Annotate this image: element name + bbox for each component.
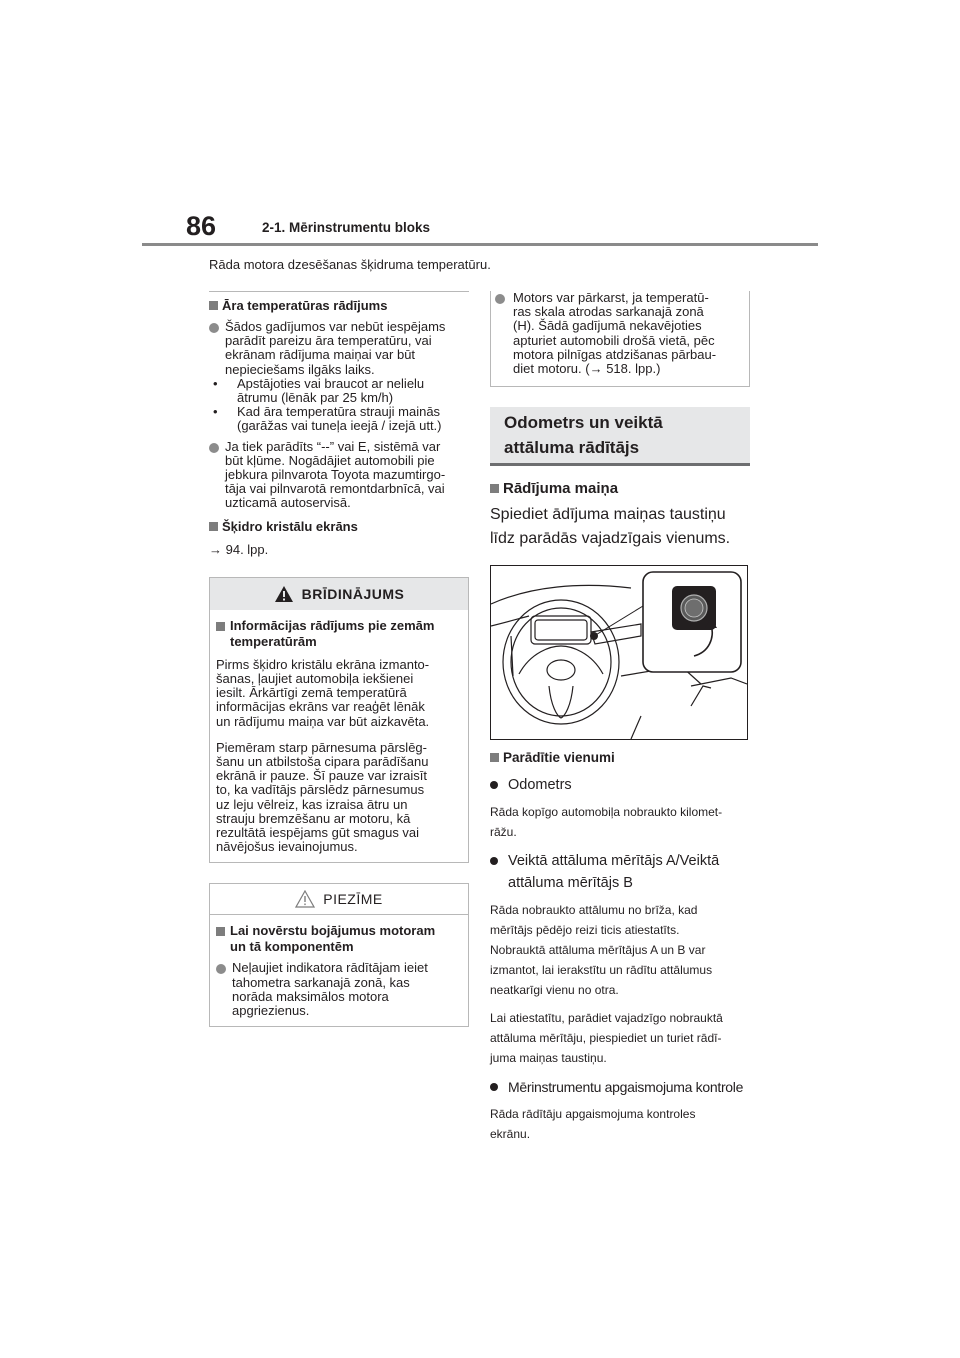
note-box — [209, 883, 469, 1027]
outside-temp-heading: Āra temperatūras rādījums — [209, 298, 469, 314]
warning-subtitle: Informācijas rādījums pie zemām temperatūrām — [216, 618, 462, 650]
note-continued-box — [490, 291, 750, 387]
warning-box — [209, 577, 469, 864]
outside-temp-sub-1: • Apstājoties vai braucot ar nelielu ātrumu (lēnāk par 25 km/h) — [213, 375, 425, 406]
page-number: 86 — [186, 211, 217, 241]
odometer-item: Odometrs — [490, 774, 752, 796]
warning-paragraph-1: Pirms šķidro kristālu ekrāna izmanto- šanas, ļaujiet automobiļa iekšienei iesilt. Ārkārtīgi zemā temperatūrā informācijas ekrāns var reaģēt lēnāk un rādījumu maiņa var būt aizkavēta. — [216, 656, 430, 729]
lcd-page-ref: → 94. lpp. — [209, 541, 269, 557]
circle-bullet-icon — [209, 443, 219, 453]
black-bullet-icon — [490, 1083, 498, 1091]
brightness-item: Mērinstrumentu apgaismojuma kontrole — [490, 1076, 752, 1098]
trip-meter-description-2: Lai atiestatītu, parādiet vajadzīgo nobrauktā attāluma mērītāju, piespiediet un turiet rādī- juma maiņas taustiņu. — [490, 1011, 723, 1066]
warning-paragraph-2: Piemēram starp pārnesuma pārslēg- šanu un atbilstoša cipara parādīšanu ekrānā ir pauze. Šī pauze var izraisīt to, ka vadītājs pārslēdz pārnesumus uz leju vēlreiz, kas izraisa ātru un strauju bremzēšanu ar motoru, kā rezultātā iespējams gūt smagus vai nāvējošus ievainojumus. — [216, 739, 429, 855]
note-bullet: Neļaujiet indikatora rādītājam ieiet tahometra sarkanajā zonā, kas norāda maksimālos motora apgriezienus. — [216, 961, 462, 1018]
bullet-icon: • — [213, 404, 218, 420]
warning-header: BRĪDINĀJUMS — [210, 578, 468, 610]
note-body — [210, 915, 468, 1026]
odometer-section-heading: Odometrs un veiktā attāluma rādītājs — [490, 407, 750, 466]
display-change-heading: Rādījuma maiņa — [490, 480, 752, 497]
steering-wheel-drawing — [491, 566, 747, 739]
warning-triangle-icon — [274, 585, 294, 603]
square-bullet-icon — [216, 927, 225, 936]
circle-bullet-icon — [209, 323, 219, 333]
left-column — [209, 291, 469, 1027]
caution-triangle-icon — [295, 890, 315, 908]
intro-text: Rāda motora dzesēšanas šķidruma temperatūru. — [209, 257, 491, 272]
square-bullet-icon — [490, 753, 499, 762]
outside-temp-bullet-2: Ja tiek parādīts “--” vai E, sistēmā var būt kļūme. Nogādājiet automobili pie jebkura pilnvarota Toyota mazumtirgo- tāja vai pilnvarotā remontdarbnīcā, vai uzticamā autoservisā. — [209, 440, 469, 511]
brightness-description: Rāda rādītāju apgaismojuma kontroles ekrānu. — [490, 1107, 696, 1142]
square-bullet-icon — [216, 622, 225, 631]
note-subtitle: Lai novērstu bojājumus motoram un tā komponentēm — [216, 923, 462, 955]
black-bullet-icon — [490, 781, 498, 789]
divider — [209, 291, 469, 292]
shown-items-heading: Parādītie vienumi — [490, 750, 752, 766]
square-bullet-icon — [490, 484, 499, 493]
circle-bullet-icon — [216, 964, 226, 974]
trip-meter-item: Veiktā attāluma mērītājs A/Veiktā attāluma mērītājs B — [490, 850, 752, 894]
odometer-description: Rāda kopīgo automobiļa nobraukto kilomet- rāžu. — [490, 805, 723, 840]
section-title: 2-1. Mērinstrumentu bloks — [262, 220, 431, 235]
warning-body — [210, 610, 468, 863]
square-bullet-icon — [209, 522, 218, 531]
note-header: PIEZĪME — [210, 884, 468, 914]
circle-bullet-icon — [495, 294, 505, 304]
outside-temp-sub-2: • Kad āra temperatūra strauji mainās (garāžas vai tuneļa ieejā / izejā utt.) — [213, 404, 442, 434]
square-bullet-icon — [209, 301, 218, 310]
display-change-text: Spiediet ādījuma maiņas taustiņu līdz parādās vajadzīgais vienums. — [490, 506, 731, 548]
lcd-heading: Šķidro kristālu ekrāns — [209, 519, 469, 535]
outside-temp-bullet-1: Šādos gadījumos var nebūt iespējams parādīt pareizu āra temperatūru, vai ekrānam rādījuma maiņai var būt nepieciešams ilgāks laiks. — [209, 320, 469, 377]
right-column — [490, 291, 752, 1144]
trip-meter-description-1: Rāda nobraukto attālumu no brīža, kad mērītājs pēdējo reizi ticis atiestatīts. Nobrauktā attāluma mērītājus A un B var izmantot, lai ierakstītu un rādītu attālumus neatkarīgi vienu no otra. — [490, 903, 713, 998]
note-continued-bullet: Motors var pārkarst, ja temperatū- ras skala atrodas sarkanajā zonā (H). Šādā gadījumā nekavējoties apturiet automobili drošā vietā, pēc motora pilnīgas atdzišanas pārbau- diet motoru. (→ 518. lpp.) — [491, 291, 749, 386]
header-rule — [142, 243, 818, 246]
black-bullet-icon — [490, 857, 498, 865]
bullet-icon: • — [213, 375, 218, 391]
steering-wheel-illustration — [490, 565, 748, 740]
